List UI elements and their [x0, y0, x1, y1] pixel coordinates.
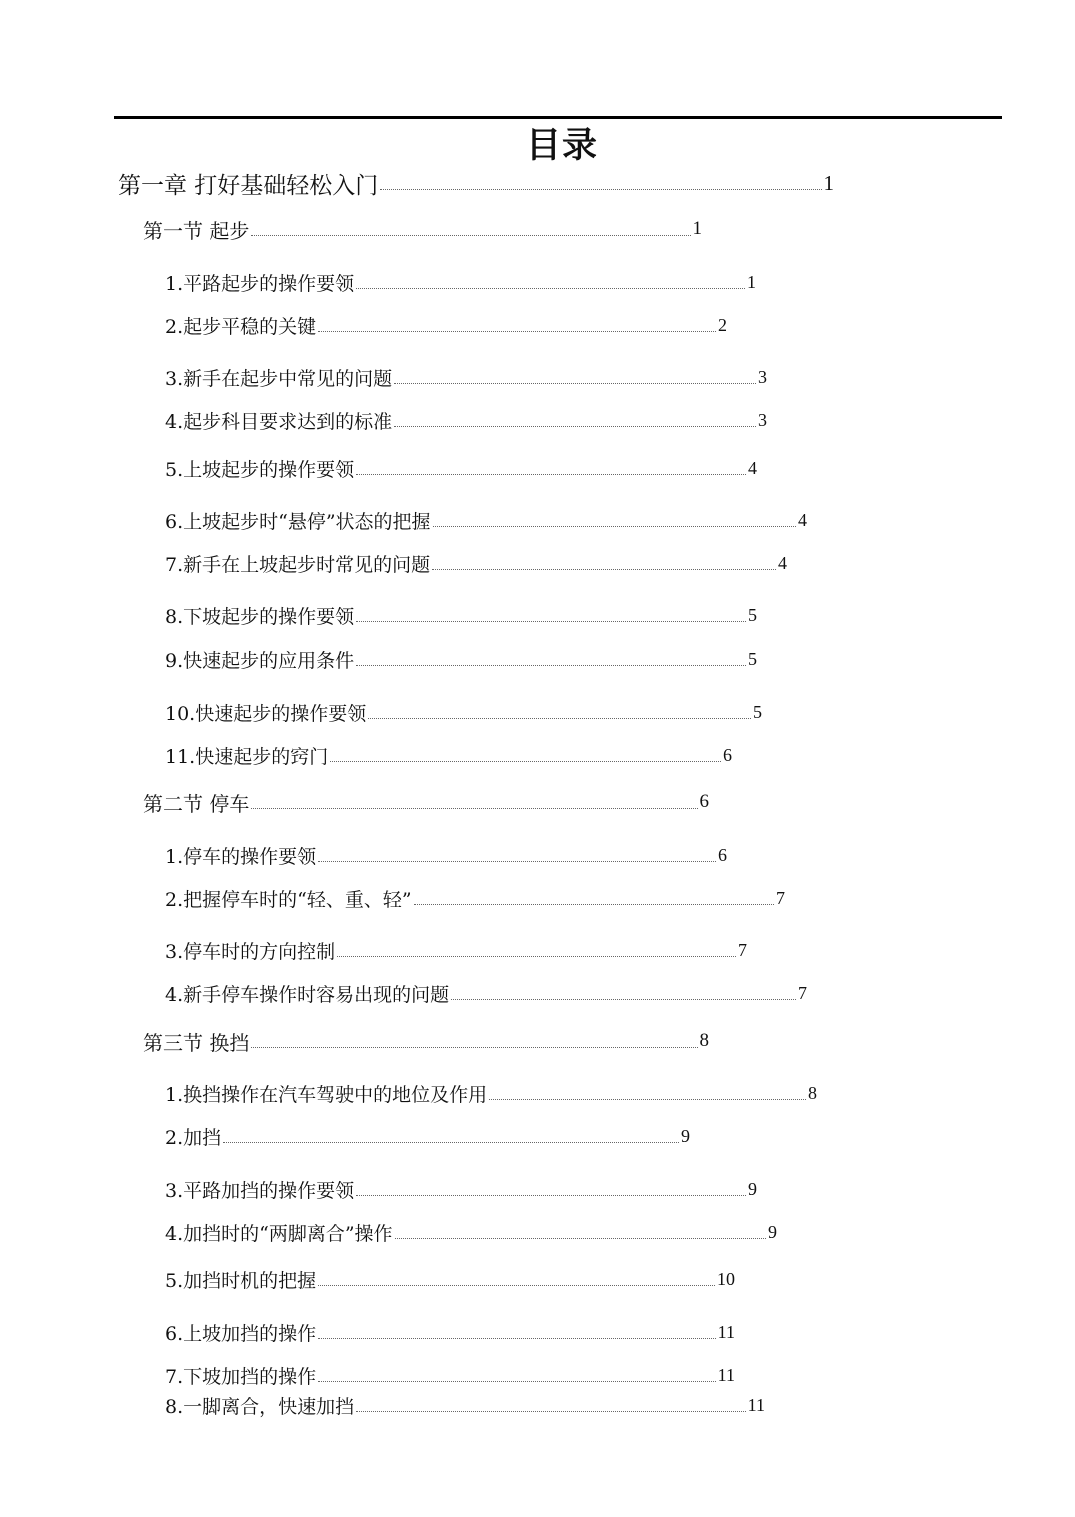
- toc-entry-item[interactable]: [165, 600, 757, 630]
- toc-entry-item[interactable]: [165, 548, 787, 578]
- toc-entry-item[interactable]: [165, 978, 807, 1008]
- dot-leader: [251, 1047, 697, 1048]
- dot-leader: [356, 665, 746, 666]
- toc-entry-page: 4: [798, 509, 807, 530]
- toc-entry-page: 7: [798, 982, 807, 1003]
- toc-entry-page: 3: [758, 366, 767, 387]
- toc-entry-item[interactable]: [165, 1121, 690, 1151]
- toc-entry-item[interactable]: [165, 1078, 817, 1108]
- toc-entry-item[interactable]: [165, 362, 767, 392]
- toc-entry-label: 6.上坡起步时“悬停”状态的把握: [165, 510, 431, 533]
- toc-entry-label: 11.快速起步的窍门: [165, 745, 329, 768]
- page-title: 目录: [525, 126, 598, 166]
- toc-entry-page: 6: [718, 844, 727, 865]
- toc-entry-label: 2.加挡: [165, 1126, 222, 1149]
- dot-leader: [356, 1411, 746, 1412]
- toc-entry-item[interactable]: [165, 697, 762, 727]
- toc-entry-page: 4: [748, 457, 757, 478]
- toc-entry-item[interactable]: [165, 453, 757, 483]
- toc-entry-label: 6.上坡加挡的操作: [165, 1322, 317, 1345]
- dot-leader: [356, 474, 746, 475]
- toc-entry-section-3[interactable]: [143, 1026, 709, 1056]
- toc-entry-page: 1: [692, 218, 702, 239]
- toc-entry-label: 3.停车时的方向控制: [165, 940, 336, 963]
- toc-entry-label: 3.平路加挡的操作要领: [165, 1179, 355, 1202]
- toc-entry-item[interactable]: [165, 1360, 735, 1390]
- toc-entry-label: 8.下坡起步的操作要领: [165, 605, 355, 628]
- toc-entry-page: 2: [718, 314, 727, 335]
- toc-entry-section-1[interactable]: [143, 214, 702, 244]
- dot-leader: [489, 1099, 806, 1100]
- dot-leader: [251, 235, 690, 236]
- toc-entry-page: 9: [768, 1221, 777, 1242]
- toc-entry-page: 5: [753, 701, 762, 722]
- toc-entry-label: 第一节 起步: [143, 218, 250, 243]
- toc-entry-item[interactable]: [165, 1174, 757, 1204]
- dot-leader: [368, 718, 751, 719]
- toc-entry-label: 4.新手停车操作时容易出现的问题: [165, 983, 450, 1006]
- toc-entry-page: 11: [717, 1321, 735, 1342]
- dot-leader: [451, 999, 796, 1000]
- toc-entry-page: 5: [748, 648, 757, 669]
- toc-entry-page: 9: [681, 1125, 690, 1146]
- toc-entry-label: 第一章 打好基础轻松入门: [118, 172, 379, 199]
- dot-leader: [433, 526, 796, 527]
- toc-entry-chapter-1[interactable]: [118, 168, 834, 198]
- toc-entry-label: 1.平路起步的操作要领: [165, 272, 355, 295]
- dot-leader: [395, 1238, 766, 1239]
- toc-entry-item[interactable]: [165, 1264, 735, 1294]
- toc-entry-item[interactable]: [165, 405, 767, 435]
- toc-entry-label: 4.起步科目要求达到的标准: [165, 410, 393, 433]
- dot-leader: [223, 1142, 679, 1143]
- toc-entry-page: 8: [699, 1030, 709, 1051]
- toc-entry-page: 11: [717, 1364, 735, 1385]
- toc-entry-page: 6: [723, 744, 732, 765]
- toc-entry-label: 10.快速起步的操作要领: [165, 702, 367, 725]
- toc-entry-item[interactable]: [165, 740, 732, 770]
- toc-entry-item[interactable]: [165, 935, 747, 965]
- toc-entry-label: 5.上坡起步的操作要领: [165, 458, 355, 481]
- toc-entry-item[interactable]: [165, 1317, 735, 1347]
- toc-entry-page: 9: [748, 1178, 757, 1199]
- toc-entry-label: 7.下坡加挡的操作: [165, 1365, 317, 1388]
- toc-entry-page: 7: [776, 887, 785, 908]
- toc-entry-item[interactable]: [165, 644, 757, 674]
- toc-entry-page: 10: [717, 1268, 735, 1289]
- toc-entry-label: 3.新手在起步中常见的问题: [165, 367, 393, 390]
- toc-entry-item[interactable]: [165, 1217, 777, 1247]
- dot-leader: [356, 288, 745, 289]
- toc-entry-label: 第三节 换挡: [143, 1030, 250, 1055]
- toc-entry-item[interactable]: [165, 310, 727, 340]
- toc-entry-page: 8: [808, 1082, 817, 1103]
- toc-entry-label: 7.新手在上坡起步时常见的问题: [165, 553, 431, 576]
- dot-leader: [318, 1285, 715, 1286]
- toc-entry-label: 4.加挡时的“两脚离合”操作: [165, 1222, 393, 1245]
- toc-entry-label: 1.换挡操作在汽车驾驶中的地位及作用: [165, 1083, 488, 1106]
- toc-entry-label: 5.加挡时机的把握: [165, 1269, 317, 1292]
- toc-entry-page: 1: [823, 170, 834, 195]
- toc-entry-label: 2.起步平稳的关键: [165, 315, 317, 338]
- dot-leader: [318, 331, 716, 332]
- toc-entry-page: 4: [778, 552, 787, 573]
- dot-leader: [318, 1338, 716, 1339]
- toc-entry-item[interactable]: [165, 840, 727, 870]
- dot-leader: [318, 1381, 716, 1382]
- dot-leader: [318, 861, 716, 862]
- toc-entry-page: 1: [747, 271, 756, 292]
- toc-entry-page: 3: [758, 409, 767, 430]
- toc-entry-item[interactable]: [165, 1390, 765, 1420]
- toc-entry-label: 8.一脚离合，快速加挡: [165, 1395, 355, 1418]
- dot-leader: [394, 426, 756, 427]
- dot-leader: [394, 383, 756, 384]
- toc-entry-section-2[interactable]: [143, 787, 709, 817]
- toc-entry-item[interactable]: [165, 883, 785, 913]
- toc-entry-page: 6: [699, 791, 709, 812]
- dot-leader: [414, 904, 774, 905]
- dot-leader: [337, 956, 736, 957]
- dot-leader: [251, 808, 697, 809]
- dot-leader: [356, 621, 746, 622]
- toc-entry-page: 11: [747, 1394, 765, 1415]
- toc-entry-label: 9.快速起步的应用条件: [165, 649, 355, 672]
- toc-entry-page: 5: [748, 604, 757, 625]
- toc-entry-label: 第二节 停车: [143, 791, 250, 816]
- dot-leader: [432, 569, 776, 570]
- toc-entry-item[interactable]: [165, 267, 756, 297]
- dot-leader: [380, 189, 821, 190]
- dot-leader: [330, 761, 721, 762]
- toc-entry-label: 1.停车的操作要领: [165, 845, 317, 868]
- toc-entry-item[interactable]: [165, 505, 807, 535]
- toc-entry-label: 2.把握停车时的“轻、重、轻”: [165, 888, 412, 911]
- toc-entry-page: 7: [738, 939, 747, 960]
- dot-leader: [356, 1195, 746, 1196]
